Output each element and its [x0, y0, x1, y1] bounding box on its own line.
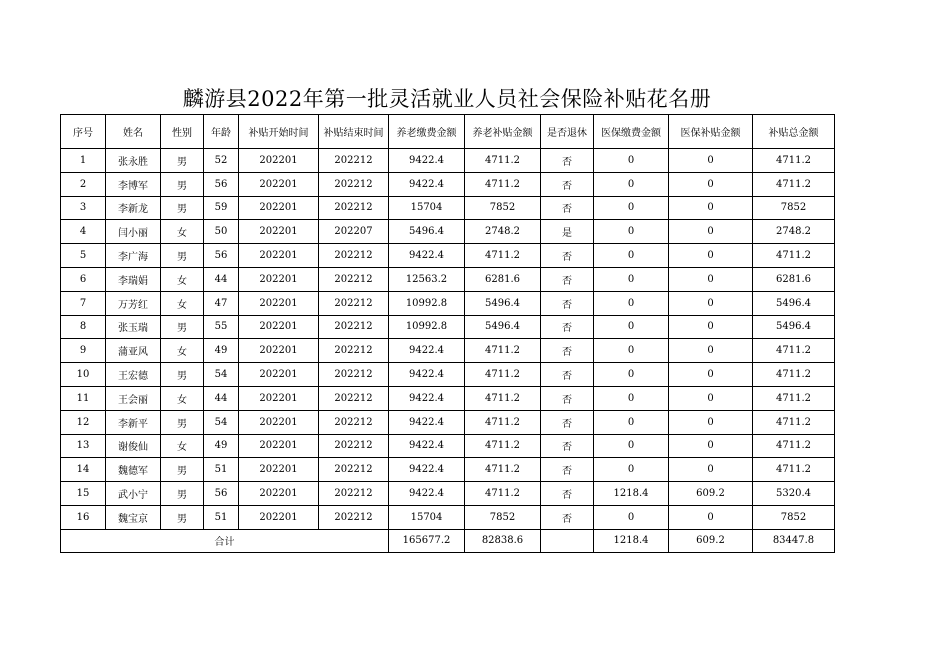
pension-paid-cell: 9422.4	[389, 482, 465, 506]
start-date-cell: 202201	[239, 410, 319, 434]
pension-paid-cell: 5496.4	[389, 220, 465, 244]
pension-subsidy-cell: 5496.4	[465, 291, 541, 315]
age-cell: 56	[204, 172, 239, 196]
gender-cell: 男	[161, 363, 204, 387]
pension-subsidy-cell: 4711.2	[465, 482, 541, 506]
gender-cell: 男	[161, 149, 204, 173]
pension-paid-cell: 9422.4	[389, 363, 465, 387]
seq-cell: 13	[61, 434, 106, 458]
pension-subsidy-cell: 5496.4	[465, 315, 541, 339]
start-date-cell: 202201	[239, 363, 319, 387]
table-row	[61, 458, 835, 482]
name-cell: 李博军	[106, 172, 161, 196]
column-header: 养老补贴金额	[465, 115, 541, 149]
start-date-cell: 202201	[239, 267, 319, 291]
age-cell: 47	[204, 291, 239, 315]
name-cell: 李新平	[106, 410, 161, 434]
column-header: 医保补贴金额	[669, 115, 753, 149]
age-cell: 44	[204, 386, 239, 410]
start-date-cell: 202201	[239, 458, 319, 482]
end-date-cell: 202212	[319, 172, 389, 196]
pension-subsidy-cell: 4711.2	[465, 410, 541, 434]
gender-cell: 男	[161, 244, 204, 268]
column-header: 补贴开始时间	[239, 115, 319, 149]
name-cell: 闫小丽	[106, 220, 161, 244]
start-date-cell: 202201	[239, 149, 319, 173]
medical-subsidy-cell: 0	[669, 244, 753, 268]
medical-paid-cell: 0	[594, 220, 669, 244]
end-date-cell: 202207	[319, 220, 389, 244]
column-header: 补贴总金额	[753, 115, 835, 149]
table-row	[61, 244, 835, 268]
medical-paid-cell: 0	[594, 172, 669, 196]
table-row	[61, 363, 835, 387]
medical-paid-cell: 0	[594, 291, 669, 315]
medical-paid-cell: 0	[594, 458, 669, 482]
end-date-cell: 202212	[319, 482, 389, 506]
medical-subsidy-cell: 0	[669, 315, 753, 339]
seq-cell: 12	[61, 410, 106, 434]
age-cell: 54	[204, 410, 239, 434]
age-cell: 52	[204, 149, 239, 173]
seq-cell: 3	[61, 196, 106, 220]
end-date-cell: 202212	[319, 291, 389, 315]
medical-subsidy-cell: 0	[669, 363, 753, 387]
medical-subsidy-cell: 0	[669, 267, 753, 291]
name-cell: 万芳红	[106, 291, 161, 315]
start-date-cell: 202201	[239, 386, 319, 410]
pension-paid-cell: 9422.4	[389, 410, 465, 434]
age-cell: 55	[204, 315, 239, 339]
start-date-cell: 202201	[239, 315, 319, 339]
pension-subsidy-cell: 4711.2	[465, 363, 541, 387]
total-subsidy-cell: 4711.2	[753, 172, 835, 196]
retired-cell: 否	[541, 172, 594, 196]
end-date-cell: 202212	[319, 410, 389, 434]
medical-paid-cell: 0	[594, 244, 669, 268]
medical-paid-cell: 0	[594, 267, 669, 291]
seq-cell: 7	[61, 291, 106, 315]
subsidy-roster-table	[60, 114, 835, 553]
age-cell: 51	[204, 505, 239, 529]
pension-paid-cell: 9422.4	[389, 149, 465, 173]
header-row	[61, 115, 835, 149]
gender-cell: 男	[161, 505, 204, 529]
pension-subsidy-cell: 4711.2	[465, 339, 541, 363]
start-date-cell: 202201	[239, 172, 319, 196]
seq-cell: 9	[61, 339, 106, 363]
end-date-cell: 202212	[319, 458, 389, 482]
medical-paid-cell: 0	[594, 315, 669, 339]
retired-cell: 否	[541, 410, 594, 434]
end-date-cell: 202212	[319, 244, 389, 268]
age-cell: 49	[204, 434, 239, 458]
medical-subsidy-cell: 0	[669, 505, 753, 529]
table-row	[61, 410, 835, 434]
column-header: 姓名	[106, 115, 161, 149]
medical-paid-cell: 0	[594, 505, 669, 529]
start-date-cell: 202201	[239, 220, 319, 244]
medical-paid-cell: 1218.4	[594, 482, 669, 506]
start-date-cell: 202201	[239, 244, 319, 268]
name-cell: 王宏德	[106, 363, 161, 387]
retired-cell: 否	[541, 363, 594, 387]
start-date-cell: 202201	[239, 291, 319, 315]
start-date-cell: 202201	[239, 482, 319, 506]
seq-cell: 16	[61, 505, 106, 529]
name-cell: 张永胜	[106, 149, 161, 173]
medical-subsidy-cell: 0	[669, 386, 753, 410]
total-subsidy-cell: 5496.4	[753, 315, 835, 339]
age-cell: 49	[204, 339, 239, 363]
retired-cell: 否	[541, 458, 594, 482]
medical-subsidy-cell: 609.2	[669, 482, 753, 506]
age-cell: 44	[204, 267, 239, 291]
pension-paid-cell: 9422.4	[389, 172, 465, 196]
age-cell: 54	[204, 363, 239, 387]
retired-cell: 否	[541, 315, 594, 339]
retired-cell: 否	[541, 339, 594, 363]
total-subsidy-cell: 4711.2	[753, 339, 835, 363]
medical-subsidy-cell: 0	[669, 291, 753, 315]
end-date-cell: 202212	[319, 196, 389, 220]
table-row	[61, 339, 835, 363]
gender-cell: 女	[161, 267, 204, 291]
table-row	[61, 220, 835, 244]
medical-subsidy-cell: 0	[669, 434, 753, 458]
gender-cell: 女	[161, 339, 204, 363]
total-retired-blank	[541, 529, 594, 552]
table-row	[61, 172, 835, 196]
start-date-cell: 202201	[239, 196, 319, 220]
seq-cell: 11	[61, 386, 106, 410]
age-cell: 59	[204, 196, 239, 220]
name-cell: 魏宝京	[106, 505, 161, 529]
medical-subsidy-cell: 0	[669, 196, 753, 220]
gender-cell: 女	[161, 220, 204, 244]
table-row	[61, 482, 835, 506]
medical-paid-cell: 0	[594, 386, 669, 410]
pension-subsidy-cell: 4711.2	[465, 172, 541, 196]
medical-subsidy-cell: 0	[669, 149, 753, 173]
retired-cell: 否	[541, 482, 594, 506]
end-date-cell: 202212	[319, 149, 389, 173]
gender-cell: 男	[161, 315, 204, 339]
pension-subsidy-cell: 4711.2	[465, 458, 541, 482]
column-header: 序号	[61, 115, 106, 149]
retired-cell: 否	[541, 434, 594, 458]
seq-cell: 1	[61, 149, 106, 173]
roster-body	[61, 149, 835, 530]
seq-cell: 10	[61, 363, 106, 387]
seq-cell: 6	[61, 267, 106, 291]
gender-cell: 男	[161, 172, 204, 196]
total-subsidy-cell: 4711.2	[753, 410, 835, 434]
total-medical-subsidy: 609.2	[669, 529, 753, 552]
column-header: 性别	[161, 115, 204, 149]
pension-paid-cell: 9422.4	[389, 458, 465, 482]
pension-subsidy-cell: 4711.2	[465, 386, 541, 410]
medical-subsidy-cell: 0	[669, 410, 753, 434]
pension-subsidy-cell: 7852	[465, 196, 541, 220]
column-header: 年龄	[204, 115, 239, 149]
name-cell: 武小宁	[106, 482, 161, 506]
total-subsidy-cell: 4711.2	[753, 244, 835, 268]
retired-cell: 否	[541, 386, 594, 410]
gender-cell: 女	[161, 434, 204, 458]
end-date-cell: 202212	[319, 505, 389, 529]
total-subsidy-cell: 4711.2	[753, 363, 835, 387]
medical-paid-cell: 0	[594, 196, 669, 220]
age-cell: 50	[204, 220, 239, 244]
pension-subsidy-cell: 4711.2	[465, 244, 541, 268]
pension-paid-cell: 10992.8	[389, 291, 465, 315]
total-subsidy-cell: 6281.6	[753, 267, 835, 291]
end-date-cell: 202212	[319, 363, 389, 387]
table-row	[61, 315, 835, 339]
medical-paid-cell: 0	[594, 149, 669, 173]
end-date-cell: 202212	[319, 434, 389, 458]
table-row	[61, 149, 835, 173]
medical-paid-cell: 0	[594, 410, 669, 434]
name-cell: 王会丽	[106, 386, 161, 410]
total-subsidy-cell: 4711.2	[753, 434, 835, 458]
column-header: 是否退休	[541, 115, 594, 149]
retired-cell: 否	[541, 291, 594, 315]
medical-subsidy-cell: 0	[669, 339, 753, 363]
column-header: 补贴结束时间	[319, 115, 389, 149]
name-cell: 李新龙	[106, 196, 161, 220]
pension-subsidy-cell: 4711.2	[465, 149, 541, 173]
pension-paid-cell: 9422.4	[389, 244, 465, 268]
pension-subsidy-cell: 4711.2	[465, 434, 541, 458]
seq-cell: 14	[61, 458, 106, 482]
total-label: 合计	[61, 529, 389, 552]
name-cell: 谢俊仙	[106, 434, 161, 458]
total-subsidy-cell: 5320.4	[753, 482, 835, 506]
seq-cell: 2	[61, 172, 106, 196]
gender-cell: 女	[161, 386, 204, 410]
name-cell: 李瑞娟	[106, 267, 161, 291]
total-grand-total: 83447.8	[753, 529, 835, 552]
medical-paid-cell: 0	[594, 339, 669, 363]
pension-paid-cell: 15704	[389, 505, 465, 529]
table-row	[61, 291, 835, 315]
gender-cell: 男	[161, 196, 204, 220]
gender-cell: 男	[161, 458, 204, 482]
medical-subsidy-cell: 0	[669, 458, 753, 482]
table-row	[61, 386, 835, 410]
column-header: 养老缴费金额	[389, 115, 465, 149]
pension-paid-cell: 9422.4	[389, 386, 465, 410]
end-date-cell: 202212	[319, 267, 389, 291]
name-cell: 魏德军	[106, 458, 161, 482]
name-cell: 李广海	[106, 244, 161, 268]
seq-cell: 15	[61, 482, 106, 506]
pension-paid-cell: 10992.8	[389, 315, 465, 339]
seq-cell: 5	[61, 244, 106, 268]
document-title: 麟游县2022年第一批灵活就业人员社会保险补贴花名册	[182, 87, 712, 111]
table-row	[61, 505, 835, 529]
total-subsidy-cell: 5496.4	[753, 291, 835, 315]
gender-cell: 男	[161, 410, 204, 434]
pension-subsidy-cell: 6281.6	[465, 267, 541, 291]
gender-cell: 男	[161, 482, 204, 506]
total-subsidy-cell: 4711.2	[753, 149, 835, 173]
end-date-cell: 202212	[319, 386, 389, 410]
start-date-cell: 202201	[239, 339, 319, 363]
pension-paid-cell: 12563.2	[389, 267, 465, 291]
medical-paid-cell: 0	[594, 363, 669, 387]
pension-paid-cell: 15704	[389, 196, 465, 220]
retired-cell: 否	[541, 267, 594, 291]
table-row	[61, 434, 835, 458]
table-row	[61, 267, 835, 291]
retired-cell: 否	[541, 196, 594, 220]
total-medical-paid: 1218.4	[594, 529, 669, 552]
age-cell: 56	[204, 482, 239, 506]
end-date-cell: 202212	[319, 315, 389, 339]
seq-cell: 8	[61, 315, 106, 339]
medical-subsidy-cell: 0	[669, 220, 753, 244]
pension-paid-cell: 9422.4	[389, 339, 465, 363]
total-row	[61, 529, 835, 552]
pension-subsidy-cell: 7852	[465, 505, 541, 529]
start-date-cell: 202201	[239, 434, 319, 458]
total-subsidy-cell: 7852	[753, 196, 835, 220]
end-date-cell: 202212	[319, 339, 389, 363]
medical-paid-cell: 0	[594, 434, 669, 458]
retired-cell: 是	[541, 220, 594, 244]
name-cell: 张玉瑞	[106, 315, 161, 339]
retired-cell: 否	[541, 505, 594, 529]
total-subsidy-cell: 7852	[753, 505, 835, 529]
total-pension-subsidy: 82838.6	[465, 529, 541, 552]
pension-paid-cell: 9422.4	[389, 434, 465, 458]
age-cell: 56	[204, 244, 239, 268]
age-cell: 51	[204, 458, 239, 482]
name-cell: 蒲亚风	[106, 339, 161, 363]
total-subsidy-cell: 4711.2	[753, 386, 835, 410]
gender-cell: 女	[161, 291, 204, 315]
start-date-cell: 202201	[239, 505, 319, 529]
medical-subsidy-cell: 0	[669, 172, 753, 196]
table-row	[61, 196, 835, 220]
total-subsidy-cell: 4711.2	[753, 458, 835, 482]
column-header: 医保缴费金额	[594, 115, 669, 149]
total-subsidy-cell: 2748.2	[753, 220, 835, 244]
pension-subsidy-cell: 2748.2	[465, 220, 541, 244]
total-pension-paid: 165677.2	[389, 529, 465, 552]
seq-cell: 4	[61, 220, 106, 244]
retired-cell: 否	[541, 149, 594, 173]
retired-cell: 否	[541, 244, 594, 268]
